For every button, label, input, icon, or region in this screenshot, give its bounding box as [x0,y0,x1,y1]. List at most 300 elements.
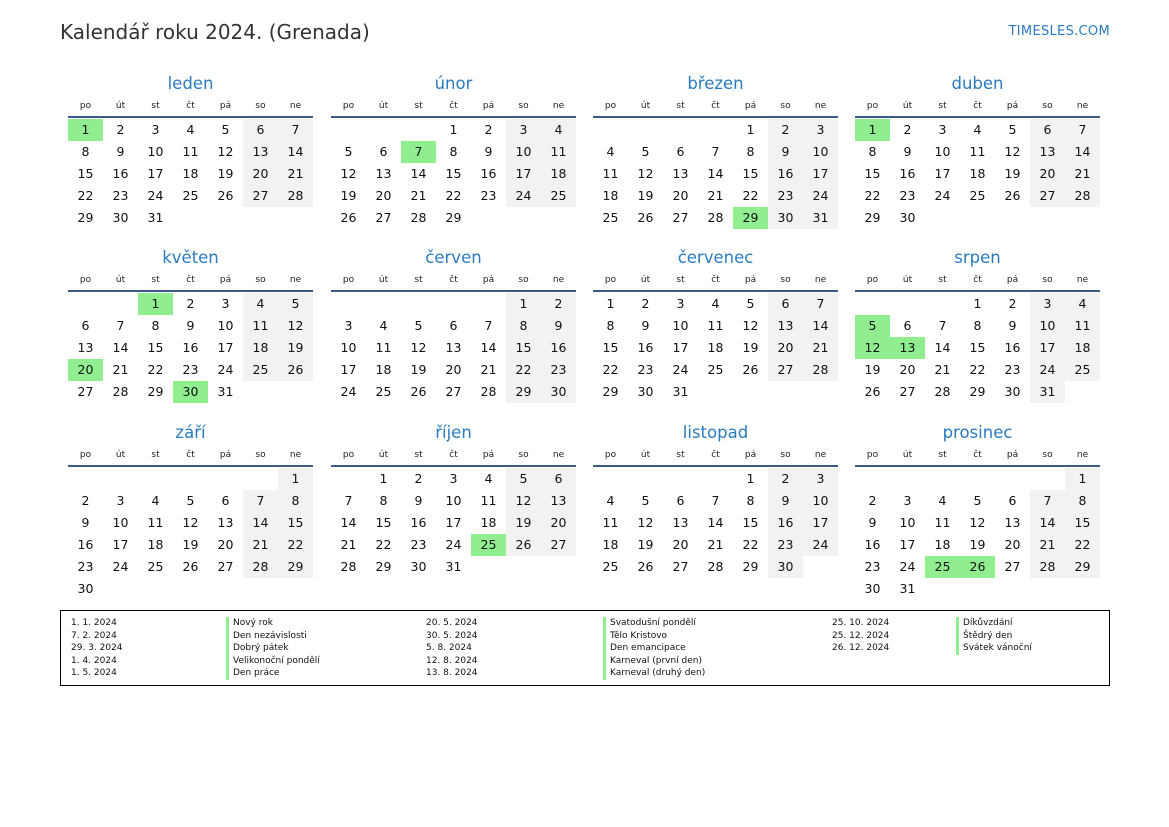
day-cell: 29 [864,210,881,225]
day-cell: 15 [147,340,164,355]
weekday-label: ne [552,101,565,111]
day-cell: 19 [506,512,541,534]
empty-day-cell [628,119,663,141]
day-cell: 11 [147,515,164,530]
weekday-label: st [676,101,685,111]
weekday-label: so [1042,450,1053,460]
holiday-day-cell: 1 [138,293,173,315]
day-cell: 21 [112,362,129,377]
holiday-day-cell: 25 [925,556,960,578]
weekday-label: st [151,101,160,111]
legend-holiday-name: Svátek vánoční [956,642,1032,655]
day-cell: 6 [768,293,803,315]
day-cell: 27 [672,559,689,574]
day-cell: 21 [707,188,724,203]
day-cell: 9 [116,144,125,159]
day-cell: 17 [899,537,916,552]
day-cell: 4 [243,293,278,315]
day-cell: 4 [379,318,388,333]
day-cell: 22 [602,362,619,377]
day-cell: 15 [506,337,541,359]
day-cell: 15 [969,340,986,355]
day-cell: 6 [903,318,912,333]
day-cell: 16 [637,340,654,355]
month-name: únor [434,74,473,93]
month-block [331,248,576,403]
empty-day-cell [103,578,138,600]
empty-day-cell [1030,468,1065,490]
day-cell: 1 [506,293,541,315]
holiday-day-cell: 13 [890,337,925,359]
day-cell: 18 [707,340,724,355]
day-cell: 3 [151,122,160,137]
day-cell: 25 [375,384,392,399]
day-cell: 9 [484,144,493,159]
day-cell: 23 [182,362,199,377]
empty-day-cell [925,578,960,600]
day-cell: 24 [803,534,838,556]
day-cell: 18 [182,166,199,181]
day-cell: 10 [1030,315,1065,337]
weekday-label: st [414,101,423,111]
empty-day-cell [331,293,366,315]
day-cell: 23 [637,362,654,377]
day-cell: 9 [768,490,803,512]
day-cell: 17 [803,512,838,534]
day-cell: 7 [344,493,353,508]
empty-day-cell [173,578,208,600]
day-cell: 25 [541,185,576,207]
weekday-label: út [902,275,913,285]
day-cell: 20 [375,188,392,203]
legend-holiday-name: Nový rok [226,617,320,630]
legend-holiday-name: Den práce [226,667,320,680]
holiday-day-cell: 5 [855,315,890,337]
legend-holiday-name: Dobrý pátek [226,642,320,655]
day-cell: 30 [112,210,129,225]
day-cell: 11 [1065,315,1100,337]
day-cell: 26 [340,210,357,225]
weekday-label: so [255,275,266,285]
day-cell: 3 [506,119,541,141]
day-cell: 28 [340,559,357,574]
day-cell: 21 [1065,163,1100,185]
day-cell: 22 [147,362,164,377]
empty-day-cell [68,468,103,490]
day-cell: 26 [637,559,654,574]
day-cell: 9 [186,318,195,333]
weekday-label: st [151,275,160,285]
empty-day-cell [366,119,401,141]
day-grid [331,468,576,578]
day-cell: 15 [1065,512,1100,534]
empty-day-cell [541,556,576,578]
day-cell: 25 [969,188,986,203]
weekday-label: út [115,450,126,460]
weekday-label: so [518,275,529,285]
empty-day-cell [925,293,960,315]
day-cell: 31 [899,581,916,596]
weekday-label: so [518,101,529,111]
weekday-header [68,96,313,118]
day-cell: 26 [278,359,313,381]
weekday-label: út [640,450,651,460]
weekday-label: so [780,101,791,111]
month-block [331,74,576,229]
weekday-label: čt [973,450,982,460]
weekday-label: pá [744,275,757,285]
day-cell: 24 [803,185,838,207]
day-cell: 24 [147,188,164,203]
day-cell: 26 [410,384,427,399]
day-cell: 20 [672,537,689,552]
empty-day-cell [995,207,1030,229]
day-cell: 8 [379,493,388,508]
day-cell: 21 [707,537,724,552]
weekday-label: ne [814,101,827,111]
day-cell: 11 [541,141,576,163]
day-cell: 30 [410,559,427,574]
day-cell: 4 [484,471,493,486]
day-cell: 28 [112,384,129,399]
empty-day-cell [471,556,506,578]
weekday-label: ne [552,450,565,460]
weekday-label: po [342,275,355,285]
day-cell: 15 [278,512,313,534]
day-cell: 29 [969,384,986,399]
day-cell: 2 [1008,296,1017,311]
day-cell: 8 [1065,490,1100,512]
day-cell: 5 [186,493,195,508]
day-cell: 14 [480,340,497,355]
month-block [593,74,838,229]
weekday-label: čt [449,275,458,285]
day-cell: 22 [445,188,462,203]
day-cell: 30 [864,581,881,596]
day-cell: 30 [541,381,576,403]
empty-day-cell [855,468,890,490]
weekday-label: út [902,450,913,460]
day-cell: 22 [375,537,392,552]
month-name: červenec [677,248,754,267]
brand-link[interactable]: TIMESLES.COM [1008,24,1110,39]
weekday-label: pá [219,101,232,111]
day-cell: 9 [903,144,912,159]
weekday-header [593,96,838,118]
day-cell: 16 [112,166,129,181]
day-cell: 20 [217,537,234,552]
empty-day-cell [471,207,506,229]
day-cell: 4 [1065,293,1100,315]
day-cell: 19 [742,340,759,355]
day-cell: 21 [340,537,357,552]
weekday-header [331,270,576,292]
day-cell: 30 [1004,384,1021,399]
empty-day-cell [331,468,366,490]
day-cell: 5 [506,468,541,490]
day-cell: 7 [243,490,278,512]
day-cell: 16 [768,512,803,534]
weekday-label: pá [1006,275,1019,285]
day-cell: 13 [672,515,689,530]
day-cell: 8 [606,318,615,333]
weekday-label: ne [1076,101,1089,111]
day-cell: 15 [602,340,619,355]
holiday-day-cell: 25 [471,534,506,556]
day-cell: 22 [278,534,313,556]
day-cell: 17 [445,515,462,530]
day-cell: 30 [768,556,803,578]
day-cell: 11 [243,315,278,337]
empty-day-cell [960,578,995,600]
day-cell: 5 [221,122,230,137]
weekday-label: st [938,450,947,460]
day-cell: 4 [541,119,576,141]
empty-day-cell [506,556,541,578]
day-cell: 23 [864,559,881,574]
day-cell: 24 [112,559,129,574]
legend-holiday-name: Karneval (druhý den) [603,667,705,680]
day-cell: 9 [768,141,803,163]
day-cell: 14 [410,166,427,181]
day-cell: 27 [77,384,94,399]
day-cell: 3 [803,119,838,141]
day-cell: 25 [707,362,724,377]
day-cell: 11 [602,166,619,181]
day-cell: 31 [217,384,234,399]
day-cell: 26 [637,210,654,225]
day-cell: 7 [711,144,720,159]
empty-day-cell [1065,381,1100,403]
weekday-label: pá [744,450,757,460]
legend-date: 12. 8. 2024 [426,655,478,666]
day-cell: 13 [445,340,462,355]
empty-day-cell [995,468,1030,490]
day-cell: 27 [243,185,278,207]
day-cell: 17 [803,163,838,185]
day-cell: 20 [541,512,576,534]
day-cell: 1 [606,296,615,311]
weekday-label: čt [973,101,982,111]
weekday-label: út [902,101,913,111]
day-cell: 11 [182,144,199,159]
legend-holiday-name: Karneval (první den) [603,655,705,668]
weekday-label: ne [1076,275,1089,285]
weekday-label: čt [711,101,720,111]
weekday-label: so [255,101,266,111]
empty-day-cell [278,578,313,600]
day-cell: 8 [868,144,877,159]
day-cell: 5 [278,293,313,315]
empty-day-cell [138,468,173,490]
day-cell: 8 [506,315,541,337]
weekday-header [331,445,576,467]
weekday-label: čt [449,450,458,460]
weekday-label: út [378,450,389,460]
weekday-label: ne [814,275,827,285]
weekday-header [855,96,1100,118]
day-cell: 30 [768,207,803,229]
day-cell: 13 [243,141,278,163]
day-cell: 7 [711,493,720,508]
month-block [855,74,1100,229]
weekday-label: so [780,450,791,460]
day-cell: 12 [182,515,199,530]
weekday-label: út [378,101,389,111]
day-cell: 27 [1004,559,1021,574]
empty-day-cell [593,468,628,490]
day-cell: 24 [672,362,689,377]
legend-dates-col3 [832,617,889,655]
legend-holiday-name: Díkůvzdání [956,617,1032,630]
day-cell: 3 [221,296,230,311]
day-cell: 23 [112,188,129,203]
day-cell: 4 [151,493,160,508]
day-cell: 10 [147,144,164,159]
weekday-label: čt [186,275,195,285]
day-cell: 23 [77,559,94,574]
day-cell: 23 [1004,362,1021,377]
weekday-header [855,445,1100,467]
legend-names-col3 [956,617,1032,655]
day-grid [68,468,313,600]
day-cell: 20 [445,362,462,377]
weekday-label: st [676,450,685,460]
empty-day-cell [855,293,890,315]
day-grid [68,293,313,403]
weekday-label: út [640,101,651,111]
weekday-label: čt [186,101,195,111]
day-cell: 7 [1065,119,1100,141]
month-name: prosinec [942,423,1013,442]
day-cell: 20 [672,188,689,203]
empty-day-cell [663,119,698,141]
empty-day-cell [173,468,208,490]
day-cell: 4 [973,122,982,137]
empty-day-cell [208,578,243,600]
day-cell: 7 [116,318,125,333]
day-cell: 28 [934,384,951,399]
day-cell: 19 [637,188,654,203]
day-cell: 5 [414,318,423,333]
weekday-label: po [79,450,92,460]
weekday-label: ne [289,275,302,285]
day-cell: 12 [969,515,986,530]
weekday-label: út [378,275,389,285]
empty-day-cell [733,381,768,403]
day-cell: 17 [1030,337,1065,359]
empty-day-cell [243,381,278,403]
empty-day-cell [243,207,278,229]
month-block [855,423,1100,600]
day-grid [593,293,838,403]
day-cell: 12 [637,515,654,530]
legend-holiday-name: Velikonoční pondělí [226,655,320,668]
empty-day-cell [243,578,278,600]
holiday-day-cell: 26 [960,556,995,578]
month-name: září [175,423,206,442]
empty-day-cell [1065,578,1100,600]
empty-day-cell [768,381,803,403]
day-cell: 25 [602,210,619,225]
day-cell: 28 [410,210,427,225]
page-title: Kalendář roku 2024. (Grenada) [60,20,370,44]
day-cell: 22 [742,188,759,203]
holiday-day-cell: 1 [68,119,103,141]
day-cell: 19 [410,362,427,377]
holiday-day-cell: 30 [173,381,208,403]
day-cell: 12 [1004,144,1021,159]
day-cell: 20 [243,163,278,185]
day-cell: 12 [278,315,313,337]
empty-day-cell [208,468,243,490]
month-name: březen [687,74,744,93]
legend-date: 1. 5. 2024 [71,668,117,679]
day-cell: 14 [707,515,724,530]
empty-day-cell [593,119,628,141]
day-cell: 26 [1004,188,1021,203]
day-cell: 2 [484,122,493,137]
legend-date: 29. 3. 2024 [71,643,123,654]
empty-day-cell [506,207,541,229]
empty-day-cell [995,578,1030,600]
weekday-label: po [866,275,879,285]
day-cell: 3 [116,493,125,508]
weekday-header [68,445,313,467]
day-cell: 2 [414,471,423,486]
weekday-label: st [938,275,947,285]
empty-day-cell [401,293,436,315]
day-cell: 9 [81,515,90,530]
day-cell: 11 [969,144,986,159]
day-cell: 20 [899,362,916,377]
day-cell: 16 [899,166,916,181]
empty-day-cell [138,578,173,600]
day-cell: 18 [541,163,576,185]
day-cell: 2 [903,122,912,137]
month-name: duben [951,74,1004,93]
weekday-label: so [780,275,791,285]
day-cell: 31 [147,210,164,225]
day-cell: 11 [375,340,392,355]
day-cell: 19 [1004,166,1021,181]
day-cell: 21 [934,362,951,377]
day-cell: 1 [746,471,755,486]
day-cell: 1 [746,122,755,137]
day-cell: 6 [221,493,230,508]
weekday-header [855,270,1100,292]
legend-names-col1 [226,617,320,680]
day-cell: 1 [973,296,982,311]
day-cell: 4 [186,122,195,137]
day-cell: 20 [1004,537,1021,552]
day-cell: 8 [151,318,160,333]
weekday-label: st [414,450,423,460]
empty-day-cell [68,293,103,315]
day-cell: 19 [278,337,313,359]
empty-day-cell [243,468,278,490]
day-cell: 9 [414,493,423,508]
month-block [331,423,576,578]
weekday-label: so [518,450,529,460]
day-cell: 9 [541,315,576,337]
month-name: říjen [435,423,472,442]
day-cell: 26 [506,534,541,556]
holiday-day-cell: 12 [855,337,890,359]
weekday-label: ne [289,101,302,111]
legend-names-col2 [603,617,705,680]
weekday-label: st [151,450,160,460]
